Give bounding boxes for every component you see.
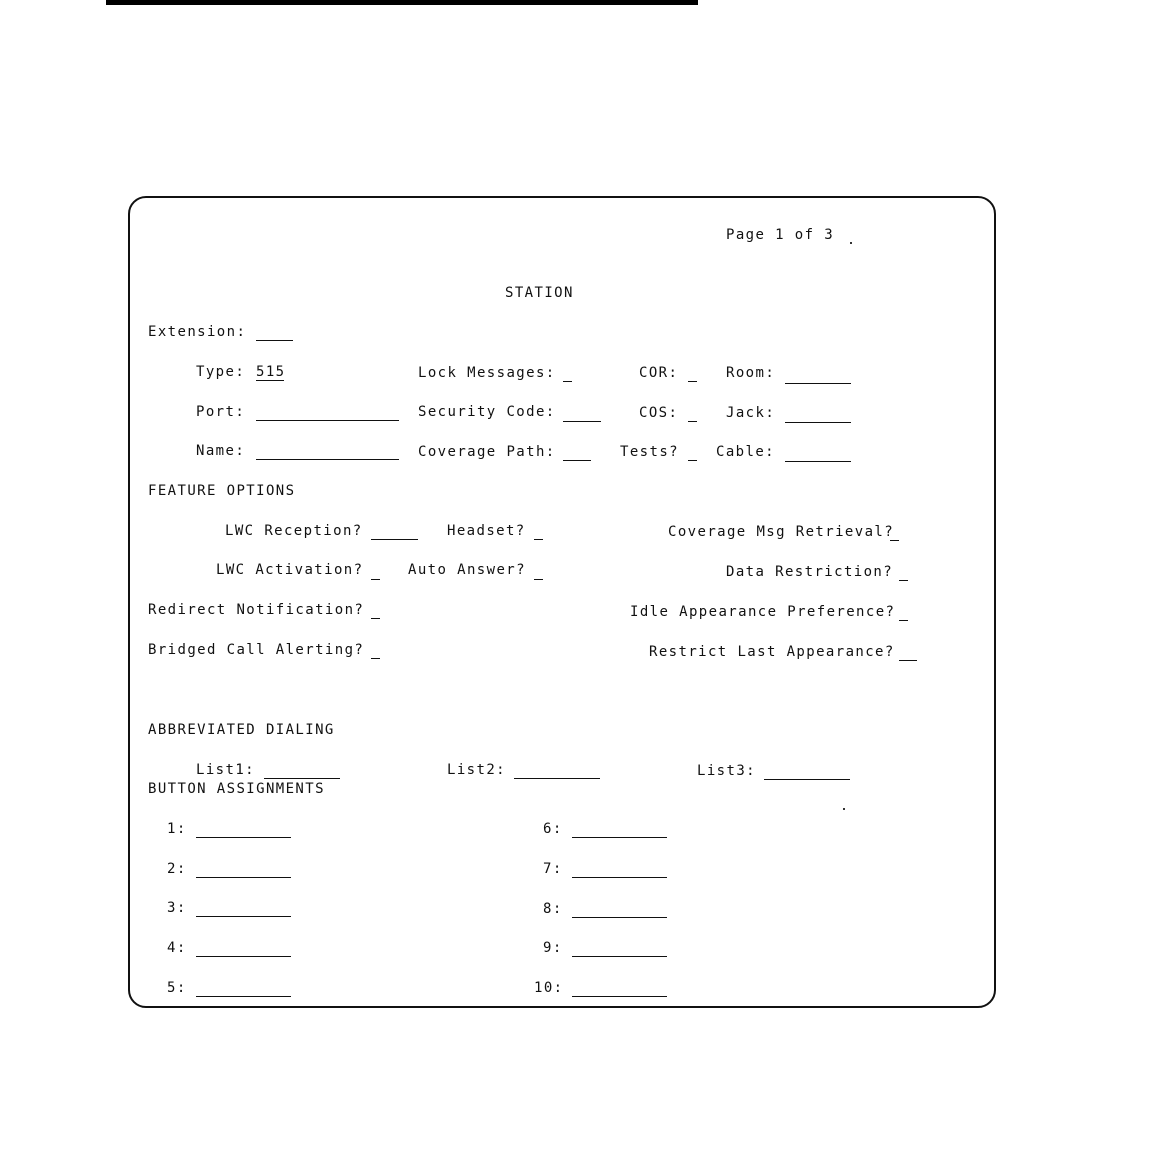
room-label: Room: <box>726 365 776 381</box>
port-label: Port: <box>196 404 246 420</box>
coverage-msg-retrieval-label: Coverage Msg Retrieval? <box>668 524 895 540</box>
data-restriction-field[interactable] <box>899 565 908 581</box>
station-form-screen <box>128 196 996 1008</box>
cable-field[interactable] <box>785 446 851 462</box>
security-code-label: Security Code: <box>418 404 556 420</box>
coverage-msg-retrieval-field[interactable] <box>890 525 899 541</box>
headset-field[interactable] <box>534 524 543 540</box>
redirect-notification-field[interactable] <box>371 603 380 619</box>
page-indicator: Page 1 of 3 <box>726 227 835 243</box>
cor-label: COR: <box>639 365 679 381</box>
cor-field[interactable] <box>688 366 697 382</box>
button-5-label: 5: <box>167 980 187 996</box>
button-7-field[interactable] <box>572 862 667 878</box>
idle-appearance-field[interactable] <box>899 605 908 621</box>
bridged-call-alerting-label: Bridged Call Alerting? <box>148 642 365 658</box>
security-code-field[interactable] <box>563 406 601 422</box>
button-3-field[interactable] <box>196 901 291 917</box>
button-6-label: 6: <box>543 821 563 837</box>
tests-label: Tests? <box>620 444 679 460</box>
button-5-field[interactable] <box>196 981 291 997</box>
headset-label: Headset? <box>447 523 526 539</box>
list1-field[interactable] <box>264 763 340 779</box>
stray-dot <box>843 808 845 810</box>
extension-label: Extension: <box>148 324 247 340</box>
lwc-activation-field[interactable] <box>371 564 380 580</box>
tests-field[interactable] <box>688 445 697 461</box>
lock-messages-field[interactable] <box>563 366 572 382</box>
abbreviated-dialing-heading: ABBREVIATED DIALING <box>148 722 335 738</box>
name-label: Name: <box>196 443 246 459</box>
port-field[interactable] <box>256 405 399 421</box>
list3-label: List3: <box>697 763 756 779</box>
auto-answer-field[interactable] <box>534 564 543 580</box>
button-1-field[interactable] <box>196 822 291 838</box>
name-field[interactable] <box>256 444 399 460</box>
restrict-last-appearance-field[interactable] <box>899 645 917 661</box>
feature-options-heading: FEATURE OPTIONS <box>148 483 296 499</box>
stray-dot <box>850 242 852 244</box>
lwc-reception-field[interactable] <box>371 524 418 540</box>
top-rule <box>106 0 698 5</box>
button-assignments-heading: BUTTON ASSIGNMENTS <box>148 781 325 797</box>
button-7-label: 7: <box>543 861 563 877</box>
list1-label: List1: <box>196 762 255 778</box>
redirect-notification-label: Redirect Notification? <box>148 602 365 618</box>
jack-field[interactable] <box>785 407 851 423</box>
idle-appearance-label: Idle Appearance Preference? <box>630 604 896 620</box>
list3-field[interactable] <box>764 764 850 780</box>
list2-label: List2: <box>447 762 506 778</box>
restrict-last-appearance-label: Restrict Last Appearance? <box>649 644 895 660</box>
coverage-path-field[interactable] <box>563 445 591 461</box>
jack-label: Jack: <box>726 405 776 421</box>
button-10-label: 10: <box>534 980 564 996</box>
button-2-field[interactable] <box>196 862 291 878</box>
lwc-reception-label: LWC Reception? <box>225 523 363 539</box>
button-3-label: 3: <box>167 900 187 916</box>
cos-field[interactable] <box>688 406 697 422</box>
button-4-field[interactable] <box>196 941 291 957</box>
button-9-label: 9: <box>543 940 563 956</box>
type-field[interactable]: 515 <box>256 364 286 380</box>
list2-field[interactable] <box>514 763 600 779</box>
cable-label: Cable: <box>716 444 775 460</box>
type-label: Type: <box>196 364 246 380</box>
cos-label: COS: <box>639 405 679 421</box>
button-6-field[interactable] <box>572 822 667 838</box>
data-restriction-label: Data Restriction? <box>726 564 894 580</box>
button-4-label: 4: <box>167 940 187 956</box>
button-8-field[interactable] <box>572 902 667 918</box>
button-8-label: 8: <box>543 901 563 917</box>
button-10-field[interactable] <box>572 981 667 997</box>
button-2-label: 2: <box>167 861 187 877</box>
extension-field[interactable] <box>256 325 293 341</box>
button-1-label: 1: <box>167 821 187 837</box>
page-title: STATION <box>505 285 574 301</box>
auto-answer-label: Auto Answer? <box>408 562 526 578</box>
button-9-field[interactable] <box>572 941 667 957</box>
lock-messages-label: Lock Messages: <box>418 365 556 381</box>
room-field[interactable] <box>785 368 851 384</box>
coverage-path-label: Coverage Path: <box>418 444 556 460</box>
bridged-call-alerting-field[interactable] <box>371 643 380 659</box>
lwc-activation-label: LWC Activation? <box>216 562 364 578</box>
